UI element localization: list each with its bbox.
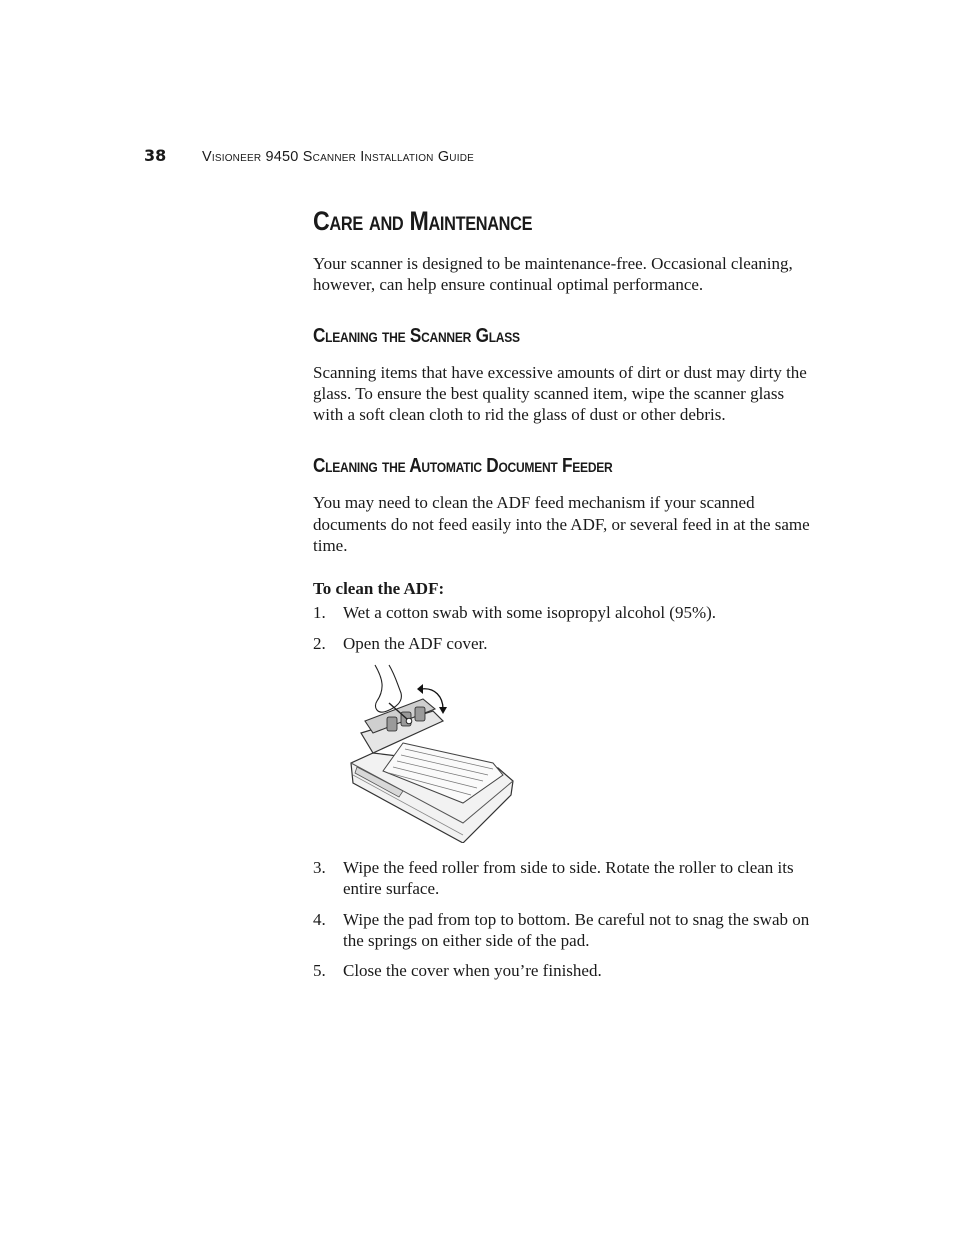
steps-list	[313, 602, 813, 654]
glass-heading: Cleaning the Scanner Glass	[313, 324, 520, 347]
running-title: Visioneer 9450 Scanner Installation Guide	[202, 149, 474, 165]
step-item	[313, 909, 813, 952]
main-content	[313, 206, 813, 990]
intro-paragraph: Your scanner is designed to be maintenance-free. Occasional cleaning, however, can help ensure continual optimal performance.	[313, 254, 793, 295]
glass-paragraph: Scanning items that have excessive amounts of dirt or dust may dirty the glass. To ensure the best quality scanned item, wipe the scanner glass with a soft clean cloth to rid the glass of dust or other debris.	[313, 362, 807, 425]
step-number: 1.	[313, 603, 326, 623]
adf-paragraph: You may need to clean the ADF feed mechanism if your scanned documents do not feed easily into the ADF, or several feed in at the same time.	[313, 493, 810, 556]
step-number: 3.	[313, 857, 326, 877]
step-text: Wipe the pad from top to bottom. Be careful not to snag the swab on the springs on either side of the pad.	[343, 909, 810, 950]
step-item	[313, 960, 813, 981]
step-item	[313, 857, 813, 900]
step-number: 4.	[313, 909, 326, 929]
section-title: Care and Maintenance	[313, 206, 533, 236]
step-item	[313, 633, 813, 654]
page-number: 38	[144, 146, 167, 165]
scanner-adf-open-illustration	[343, 663, 523, 843]
steps-list-continued	[313, 857, 813, 981]
step-text: Open the ADF cover.	[343, 633, 488, 653]
step-number: 5.	[313, 961, 326, 981]
step-item	[313, 602, 813, 623]
step-text: Close the cover when you’re finished.	[343, 961, 602, 981]
procedure-title: To clean the ADF:	[313, 579, 445, 599]
step-number: 2.	[313, 633, 326, 653]
scanner-illustration-icon	[343, 663, 523, 843]
step-text: Wipe the feed roller from side to side. Rotate the roller to clean its entire surface.	[343, 857, 794, 899]
adf-heading: Cleaning the Automatic Document Feeder	[313, 455, 613, 478]
step-text: Wet a cotton swab with some isopropyl alcohol (95%).	[343, 603, 717, 623]
